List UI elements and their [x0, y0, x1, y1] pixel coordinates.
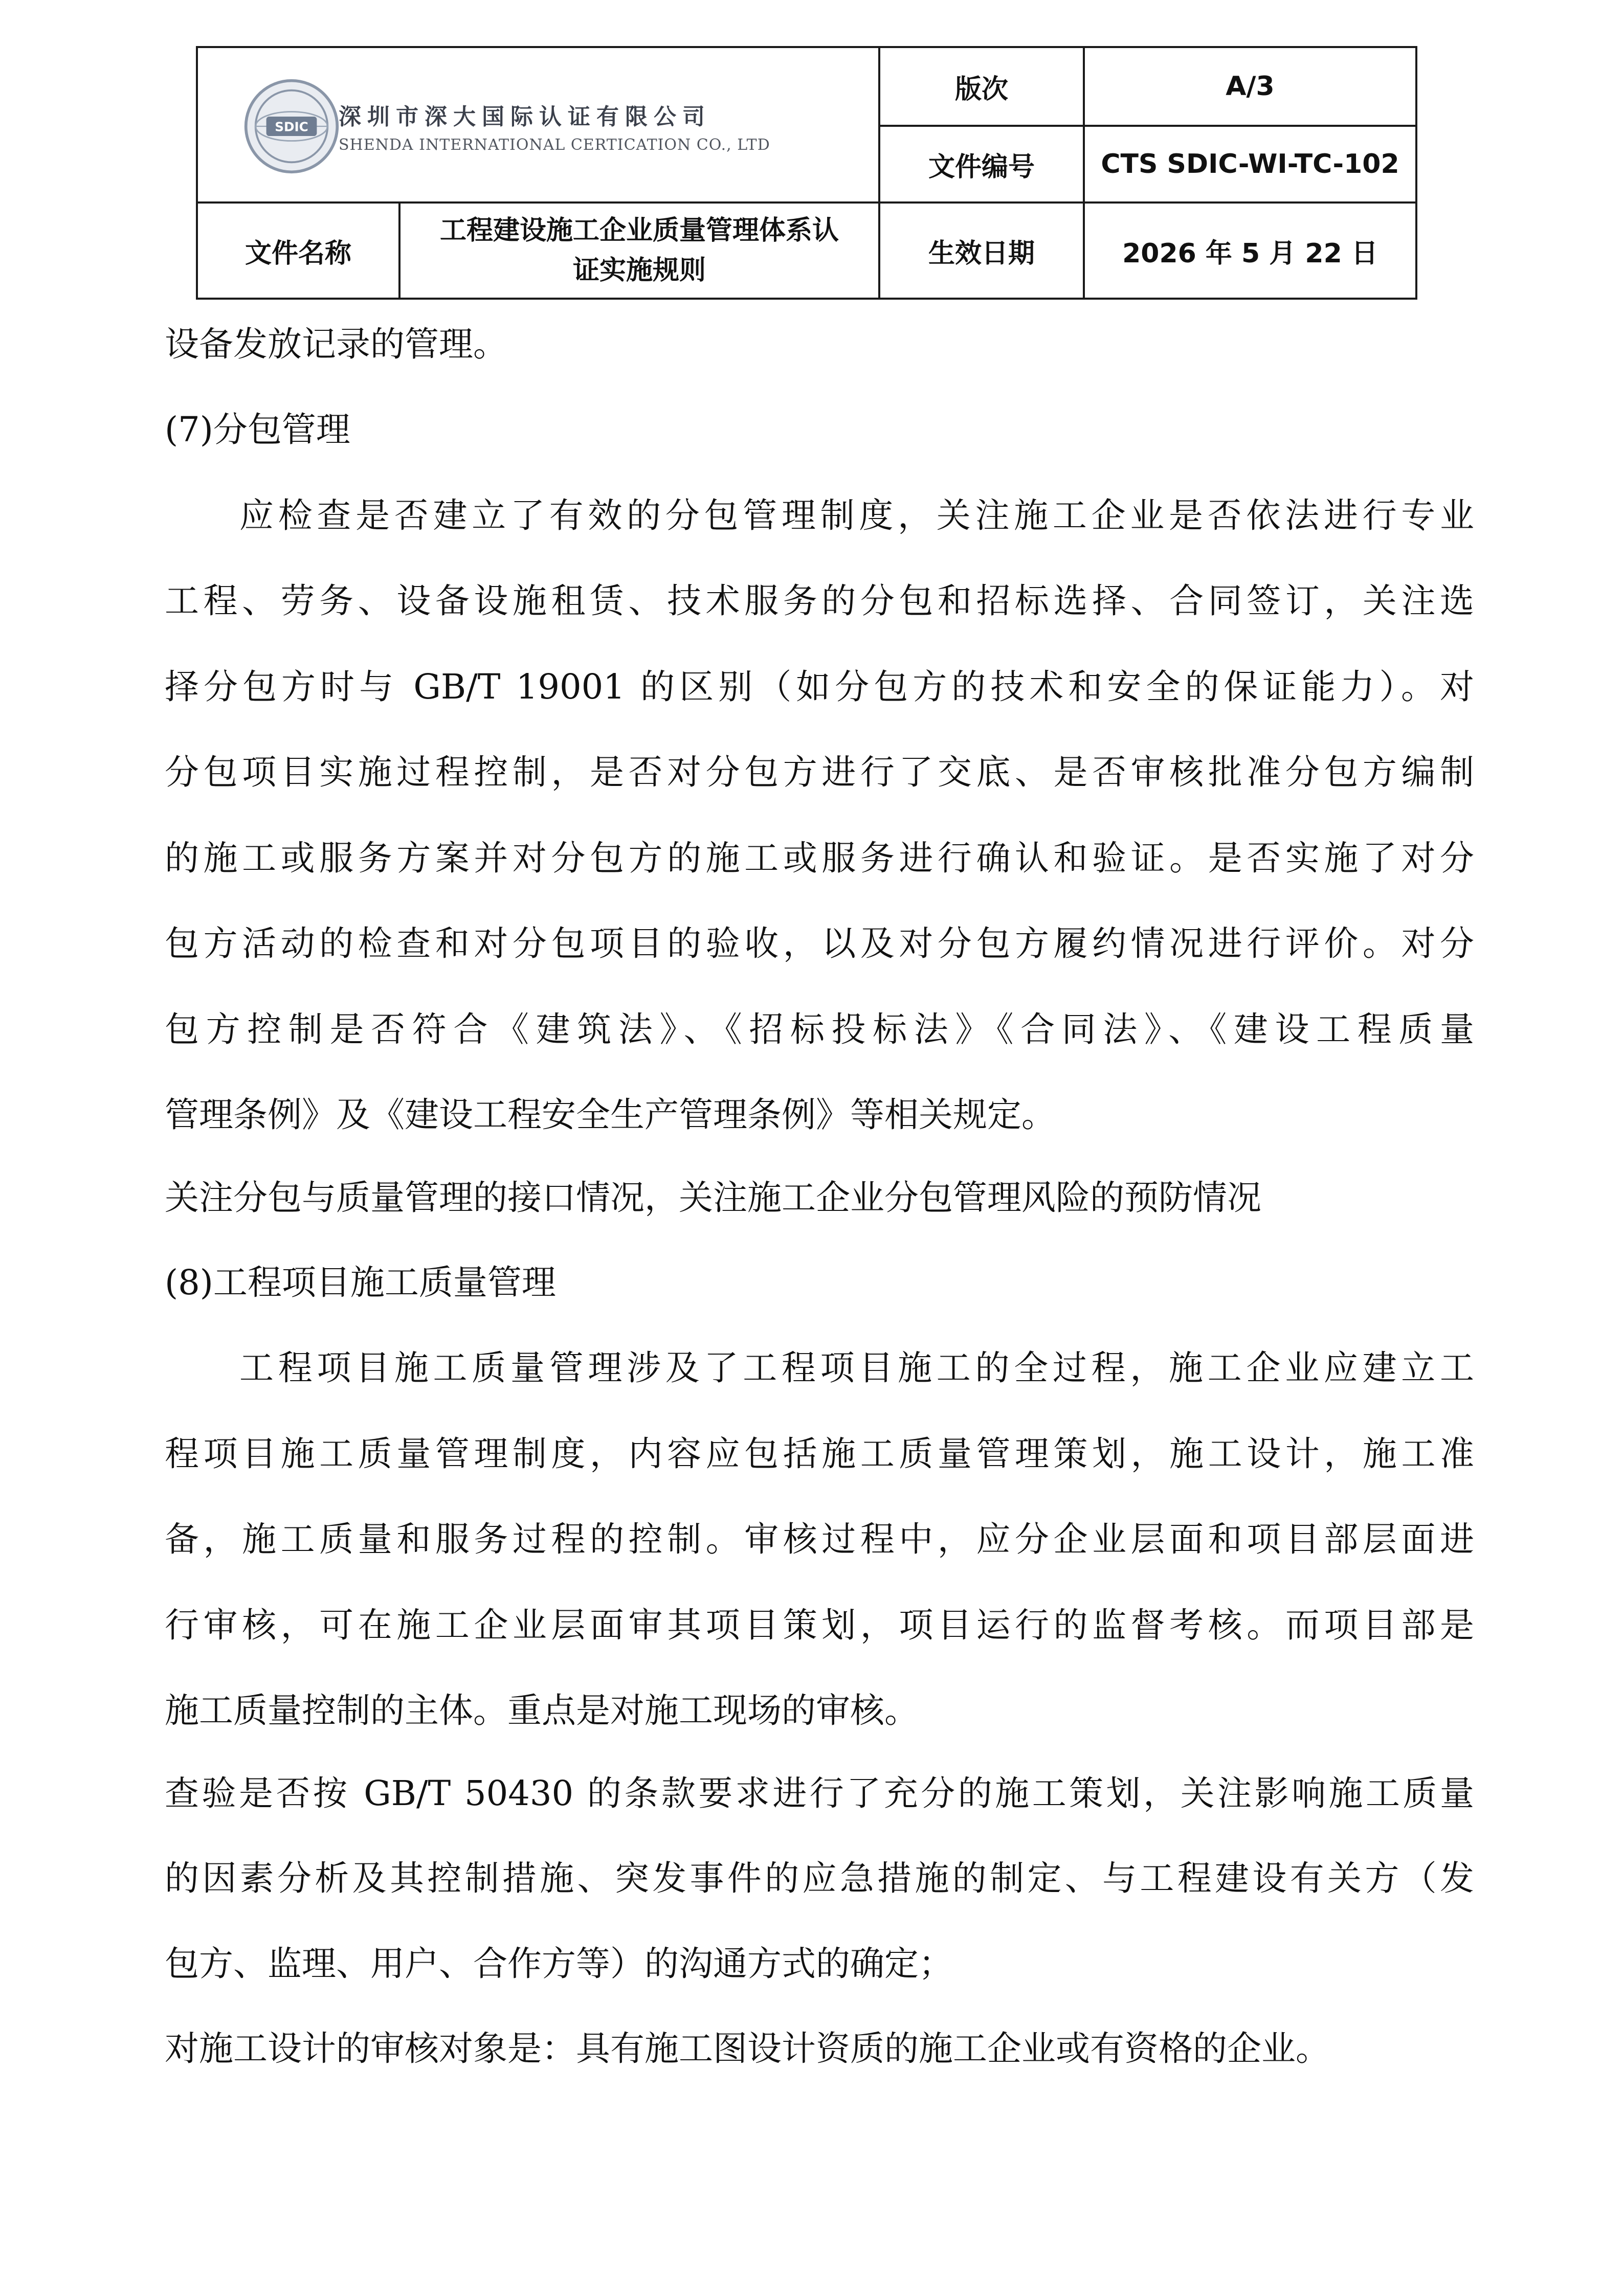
paragraph-line: 行审核，可在施工企业层面审其项目策划，项目运行的监督考核。而项目部是	[165, 1605, 1474, 1645]
doc-number-label: 文件编号	[928, 151, 1035, 183]
doc-name-value	[401, 204, 878, 298]
paragraph-line: 工程、劳务、设备设施租赁、技术服务的分包和招标选择、合同签订，关注选	[165, 581, 1474, 621]
version-label: 版次	[954, 74, 1008, 105]
doc-name-line: 证实施规则	[572, 255, 706, 286]
paragraph-line: 择分包方时与 GB/T 19001 的区别（如分包方的技术和安全的保证能力）。对	[165, 667, 1474, 707]
company-name-en: SHENDA INTERNATIONAL CERTICATION CO., LTD	[339, 136, 770, 154]
section-heading: (8)工程项目施工质量管理	[165, 1263, 556, 1302]
paragraph-line: 对施工设计的审核对象是：具有施工图设计资质的施工企业或有资格的企业。	[165, 2029, 1330, 2068]
paragraph-line: 的因素分析及其控制措施、突发事件的应急措施的制定、与工程建设有关方（发	[165, 1858, 1474, 1898]
effective-date-label: 生效日期	[928, 238, 1035, 269]
company-seal-icon	[243, 78, 340, 175]
effective-date-value: 2026 年 5 月 22 日	[1122, 238, 1378, 269]
paragraph-line: 分包项目实施过程控制，是否对分包方进行了交底、是否审核批准分包方编制	[165, 752, 1474, 792]
paragraph-line: 包方活动的检查和对分包项目的验收，以及对分包方履约情况进行评价。对分	[165, 924, 1474, 963]
paragraph-line: 查验是否按 GB/T 50430 的条款要求进行了充分的施工策划，关注影响施工质量	[165, 1773, 1474, 1813]
doc-number-value: CTS SDIC-WI-TC-102	[1101, 149, 1399, 179]
paragraph-line: 备，施工质量和服务过程的控制。审核过程中，应分企业层面和项目部层面进	[165, 1519, 1474, 1559]
paragraph-line: 包方控制是否符合《建筑法》、《招标投标法》《合同法》、《建设工程质量	[165, 1009, 1474, 1049]
doc-name-line: 工程建设施工企业质量管理体系认	[439, 215, 839, 246]
paragraph-line: 包方、监理、用户、合作方等）的沟通方式的确定；	[165, 1944, 953, 1984]
paragraph-line: 工程项目施工质量管理涉及了工程项目施工的全过程，施工企业应建立工	[239, 1348, 1474, 1388]
paragraph-line: 管理条例》及《建设工程安全生产管理条例》等相关规定。	[165, 1095, 1056, 1135]
paragraph-line: 应检查是否建立了有效的分包管理制度，关注施工企业是否依法进行专业	[239, 496, 1474, 535]
logo-text: SDIC	[275, 119, 308, 134]
version-value: A/3	[1226, 71, 1275, 102]
section-heading: (7)分包管理	[165, 410, 350, 449]
company-name-cn: 深圳市深大国际认证有限公司	[339, 104, 711, 130]
paragraph-line: 设备发放记录的管理。	[165, 324, 507, 364]
doc-name-label: 文件名称	[244, 238, 351, 269]
paragraph-line: 的施工或服务方案并对分包方的施工或服务进行确认和验证。是否实施了对分	[165, 838, 1474, 878]
paragraph-line: 关注分包与质量管理的接口情况，关注施工企业分包管理风险的预防情况	[165, 1178, 1261, 1218]
company-logo-block	[198, 48, 878, 201]
document-header-table	[196, 46, 1417, 300]
paragraph-line: 程项目施工质量管理制度，内容应包括施工质量管理策划，施工设计，施工准	[165, 1434, 1474, 1474]
paragraph-line: 施工质量控制的主体。重点是对施工现场的审核。	[165, 1691, 919, 1730]
